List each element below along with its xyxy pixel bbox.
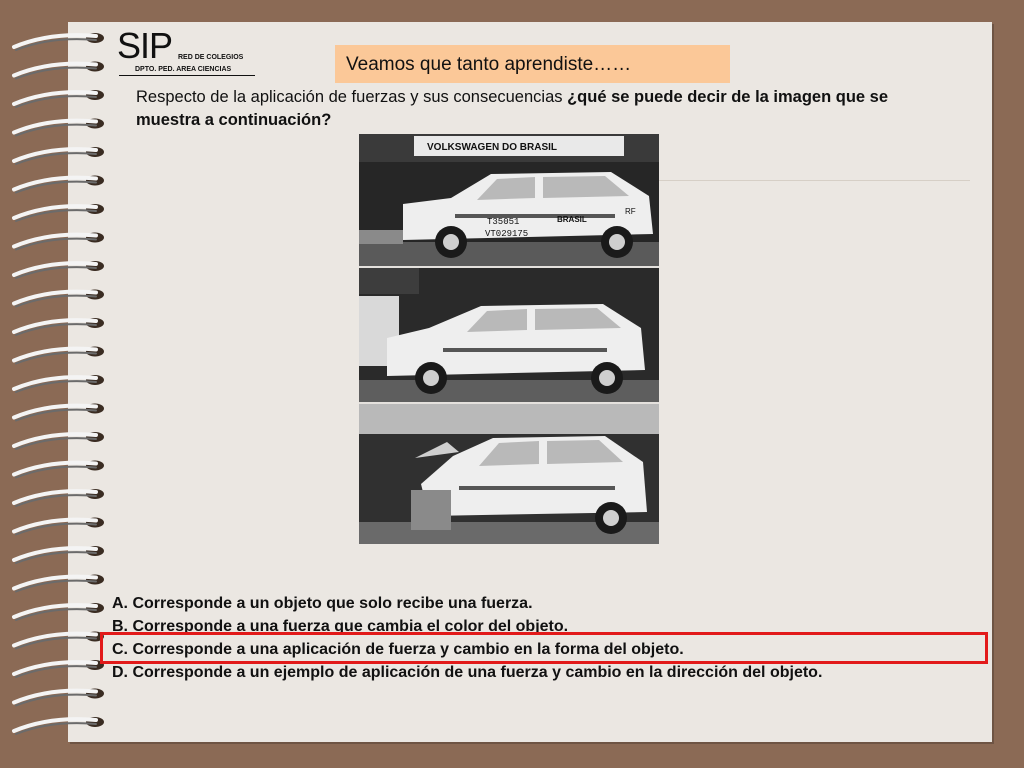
- binding-ring: [14, 261, 104, 278]
- binding-ring: [14, 62, 104, 79]
- photo-badge: BRASIL: [557, 215, 587, 224]
- logo-main-text: SIP: [117, 25, 173, 66]
- binding-ring: [14, 290, 104, 307]
- selected-answer-highlight: [100, 632, 988, 664]
- binding-ring: [14, 347, 104, 364]
- photo-mark: RF: [625, 207, 636, 216]
- question-plain: Respecto de la aplicación de fuerzas y sus consecuencias: [136, 88, 568, 106]
- crash-photo-2: [359, 268, 659, 402]
- logo-underline: [119, 75, 255, 76]
- binding-ring: [14, 119, 104, 136]
- binding-ring: [14, 689, 104, 706]
- answer-a[interactable]: A. Corresponde a un objeto que solo recibe una fuerza.: [112, 595, 533, 612]
- binding-ring: [14, 717, 104, 734]
- slide-title: Veamos que tanto aprendiste……: [335, 45, 730, 83]
- sip-logo: [117, 25, 257, 80]
- binding-ring: [14, 489, 104, 506]
- crash-photo-3: [359, 404, 659, 544]
- binding-ring: [14, 518, 104, 535]
- crash-test-image: [359, 134, 659, 544]
- binding-ring: [14, 375, 104, 392]
- binding-ring: [14, 632, 104, 649]
- page-rule-line: [650, 180, 970, 181]
- crash-photo-1: [359, 134, 659, 266]
- photo-vehicle-code: VT029175: [485, 229, 529, 239]
- binding-ring: [14, 147, 104, 164]
- binding-ring: [14, 404, 104, 421]
- logo-department: DPTO. PED. AREA CIENCIAS: [135, 66, 232, 73]
- binding-ring: [14, 176, 104, 193]
- answer-c[interactable]: C. Corresponde a una aplicación de fuerza y cambio en la forma del objeto.: [112, 641, 684, 658]
- binding-ring: [14, 204, 104, 221]
- logo-subtitle: RED DE COLEGIOS: [178, 54, 244, 61]
- binding-ring: [14, 233, 104, 250]
- binding-ring: [14, 575, 104, 592]
- question-bold: ¿qué se puede decir de la imagen que se muestra a continuación?: [136, 88, 889, 129]
- photo-plate-code: T35051: [487, 217, 520, 227]
- binding-ring: [14, 90, 104, 107]
- binding-ring: [14, 660, 104, 677]
- binding-ring: [14, 603, 104, 620]
- binding-ring: [14, 432, 104, 449]
- answer-d[interactable]: D. Corresponde a un ejemplo de aplicación de una fuerza y cambio en la dirección del objeto.: [112, 664, 823, 681]
- photo-banner-text: VOLKSWAGEN DO BRASIL: [427, 142, 558, 153]
- binding-ring: [14, 318, 104, 335]
- binding-ring: [14, 33, 104, 50]
- question-text: [136, 86, 926, 132]
- binding-ring: [14, 461, 104, 478]
- binding-ring: [14, 546, 104, 563]
- answer-b[interactable]: B. Corresponde a una fuerza que cambia el color del objeto.: [112, 618, 569, 635]
